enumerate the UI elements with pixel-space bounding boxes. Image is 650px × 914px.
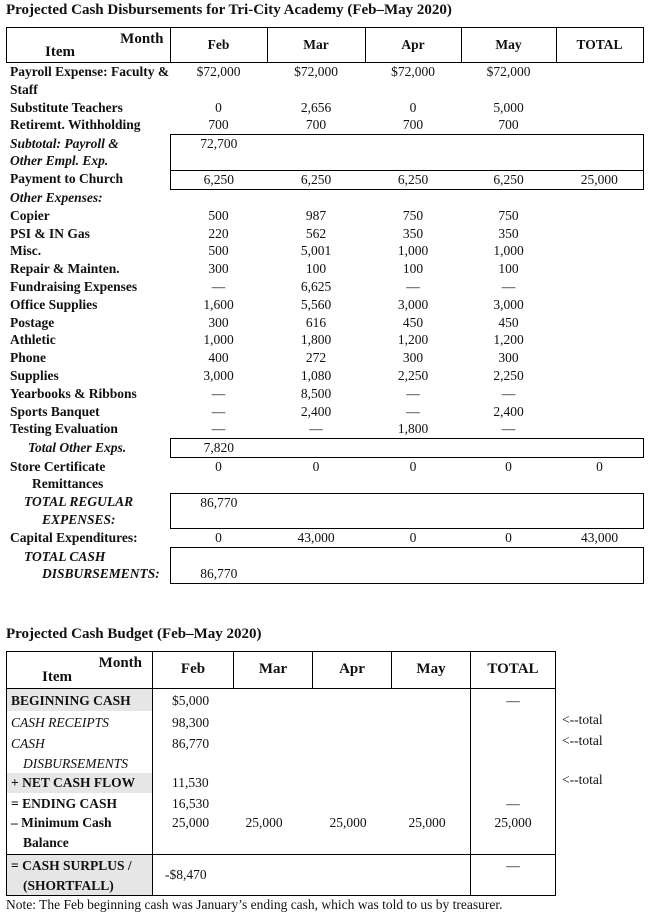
cell: 350 (498, 225, 519, 241)
payroll-label: Payroll Expense: Faculty & Staff (10, 64, 170, 97)
cell: 1,800 (300, 332, 332, 348)
cell: 5,000 (493, 99, 524, 115)
row-supplies (6, 367, 643, 385)
cell: — (211, 403, 226, 419)
cell: -$8,470 (153, 855, 234, 896)
disbursements-header-row (6, 28, 643, 63)
cell: 0 (409, 530, 417, 546)
cell (365, 439, 461, 458)
cell: 100 (402, 261, 424, 277)
cell: 7,820 (170, 439, 267, 458)
cell: 1,000 (397, 243, 429, 259)
disb-total-note: <--total (562, 733, 603, 748)
row-label: BEGINNING CASH (7, 689, 153, 711)
cell: 2,250 (493, 368, 524, 384)
cell: — (211, 385, 226, 401)
store-cert-label: Store Certificate (10, 458, 106, 474)
receipts-total-note: <--total (562, 712, 603, 727)
cell (461, 548, 556, 584)
cell: 300 (208, 314, 229, 330)
corner-month: Month (120, 31, 164, 47)
row-total-cash (6, 548, 643, 584)
row-label: Athletic (10, 332, 56, 348)
corner-cell (6, 28, 170, 62)
cell (556, 439, 643, 458)
row-psi (6, 225, 643, 243)
row-copier (6, 207, 643, 225)
cell: 25,000 (392, 813, 471, 855)
budget-corner-cell (7, 652, 153, 689)
cell: 0 (215, 99, 222, 115)
cell: 700 (208, 117, 229, 133)
cell: 450 (498, 314, 519, 330)
cell: 450 (402, 314, 424, 330)
cell (461, 439, 556, 458)
cell: 272 (305, 350, 327, 366)
cell (267, 439, 365, 458)
cell: — (309, 421, 323, 437)
budget-col-total: TOTAL (471, 652, 556, 689)
row-capital (6, 529, 643, 548)
row-label: Yearbooks & Ribbons (10, 385, 137, 401)
col-mar: Mar (267, 28, 365, 63)
budget-row-disb (7, 732, 556, 773)
cell: 1,000 (203, 332, 234, 348)
cell: 25,000 (153, 813, 234, 855)
col-apr: Apr (365, 28, 461, 63)
budget-row-surplus (7, 855, 556, 896)
row-label (6, 493, 170, 529)
row-label: = ENDING CASH (7, 793, 153, 814)
cell: 0 (409, 459, 417, 475)
cell: 2,656 (300, 99, 332, 115)
cell: $72,000 (486, 64, 531, 79)
row-retirement (6, 116, 643, 134)
row-label: Misc. (10, 243, 42, 259)
cell (471, 711, 556, 733)
budget-col-mar: Mar (234, 652, 313, 689)
cell: — (211, 421, 226, 437)
cell: 98,300 (153, 711, 234, 733)
cell: 1,600 (203, 296, 234, 312)
cell: 1,200 (397, 332, 429, 348)
cell: 25,000 (234, 813, 313, 855)
row-label: Copier (10, 207, 50, 223)
row-store-cert (6, 458, 643, 494)
cell (471, 773, 556, 793)
budget-corner-month: Month (98, 655, 142, 671)
cell (471, 732, 556, 773)
minimum-label: – Minimum Cash (11, 815, 112, 830)
cell: 987 (305, 207, 327, 223)
cell: — (471, 855, 556, 896)
cell: — (471, 793, 556, 814)
cell: 616 (305, 314, 327, 330)
budget-row-net (7, 773, 556, 793)
cell: 100 (498, 261, 519, 277)
row-substitute (6, 99, 643, 117)
cell: 1,800 (397, 421, 429, 437)
cell: 750 (498, 207, 519, 223)
row-label: CASH RECEIPTS (7, 711, 153, 733)
cell (365, 493, 461, 529)
cell: 86,770 (170, 548, 267, 584)
cell: 3,000 (493, 296, 524, 312)
cell: 0 (409, 99, 417, 115)
row-label: Testing Evaluation (10, 421, 118, 437)
cell: 6,250 (365, 170, 461, 189)
cell: 3,000 (397, 296, 429, 312)
disb-label: CASH (11, 736, 45, 751)
row-testing (6, 420, 643, 438)
cell: 43,000 (580, 530, 619, 546)
cell: 500 (208, 207, 229, 223)
row-label (7, 732, 153, 773)
total-regular-label: TOTAL REGULAR (24, 494, 134, 510)
budget-col-may: May (392, 652, 471, 689)
cell: 300 (402, 350, 424, 366)
cell: 6,625 (300, 279, 332, 295)
row-repair (6, 260, 643, 278)
cell: 86,770 (153, 732, 234, 773)
row-postage (6, 314, 643, 332)
row-total-regular (6, 493, 643, 529)
cell: 25,000 (313, 813, 392, 855)
cell: 6,250 (170, 170, 267, 189)
row-label: Fundraising Expenses (10, 279, 138, 295)
budget-row-beginning (7, 689, 556, 711)
cell: $72,000 (294, 64, 338, 79)
row-label: Retiremt. Withholding (10, 117, 141, 133)
cell (556, 116, 643, 134)
row-label: Other Expenses: (10, 190, 103, 206)
budget-col-feb: Feb (153, 652, 234, 689)
cell (267, 548, 365, 584)
cell: 1,200 (493, 332, 524, 348)
cell: 1,080 (300, 368, 332, 384)
col-total: TOTAL (556, 28, 643, 63)
row-label (6, 458, 170, 494)
total-cash-label: TOTAL CASH (24, 548, 106, 564)
cell: 500 (208, 243, 229, 259)
cell: 220 (208, 225, 229, 241)
col-feb: Feb (170, 28, 267, 63)
surplus-label-2: (SHORTFALL) (23, 877, 114, 893)
cell: 0 (215, 530, 222, 546)
cell: 6,250 (267, 170, 365, 189)
cell: — (471, 689, 556, 711)
cell (461, 135, 556, 171)
cell: 8,500 (300, 385, 332, 401)
footnote: Note: The Feb beginning cash was January’s ending cash, which was told to us by treasurer. (6, 897, 503, 912)
cell: 72,700 (170, 135, 267, 171)
budget-row-minimum (7, 813, 556, 855)
budget-table (6, 651, 556, 896)
cell (267, 135, 365, 171)
cell: 700 (498, 117, 519, 133)
disbursements-title: Projected Cash Disbursements for Tri-City Academy (Feb–May 2020) (6, 2, 452, 18)
row-label: PSI & IN Gas (10, 225, 90, 241)
budget-col-apr: Apr (313, 652, 392, 689)
cell: — (406, 403, 420, 419)
surplus-label: = CASH SURPLUS / (11, 858, 132, 873)
cell (556, 99, 643, 117)
disb-label-2: DISBURSEMENTS (23, 755, 128, 771)
row-label (6, 135, 170, 171)
budget-title: Projected Cash Budget (Feb–May 2020) (6, 626, 262, 642)
cell (556, 493, 643, 529)
cell: 3,000 (203, 368, 234, 384)
cell: 300 (208, 261, 229, 277)
cell: 0 (312, 459, 320, 475)
cell (461, 493, 556, 529)
cell: — (211, 279, 226, 295)
cell: $72,000 (196, 64, 241, 79)
row-banquet (6, 403, 643, 421)
net-total-note: <--total (562, 772, 603, 787)
subtotal-label: Subtotal: Payroll & Other Empl. Exp. (10, 135, 119, 169)
cell (556, 63, 643, 99)
row-label: + NET CASH FLOW (7, 773, 153, 793)
corner-item: Item (45, 44, 75, 60)
row-office (6, 296, 643, 314)
cell (556, 548, 643, 584)
row-misc (6, 242, 643, 260)
cell: 0 (505, 530, 512, 546)
cell: 750 (402, 207, 424, 223)
row-label: Repair & Mainten. (10, 261, 120, 277)
budget-header-row (7, 652, 556, 689)
cell: 700 (305, 117, 327, 133)
cell: 11,530 (153, 773, 234, 793)
row-label: Total Other Exps. (28, 439, 127, 455)
budget-corner-item: Item (42, 669, 72, 685)
budget-row-receipts (7, 711, 556, 733)
cell: 2,400 (300, 403, 332, 419)
cell: — (501, 279, 516, 295)
cell: 86,770 (170, 493, 267, 529)
row-label: Payment to Church (10, 171, 123, 187)
cell: 0 (596, 459, 603, 475)
row-label: Supplies (10, 368, 59, 384)
cell: 0 (505, 459, 512, 475)
cell: $5,000 (153, 689, 234, 711)
row-label (7, 813, 153, 855)
row-label: Substitute Teachers (10, 99, 123, 115)
cell: 2,250 (397, 368, 429, 384)
row-church (6, 170, 643, 189)
row-label: Sports Banquet (10, 403, 100, 419)
cell (365, 548, 461, 584)
store-cert-label-2: Remittances (32, 476, 104, 492)
cell: 562 (305, 225, 327, 241)
cell (556, 135, 643, 171)
row-phone (6, 349, 643, 367)
cell: — (501, 385, 516, 401)
cell: 25,000 (471, 813, 556, 855)
row-label: Postage (10, 314, 55, 330)
row-label: Phone (10, 350, 47, 366)
total-regular-label-2: EXPENSES: (42, 511, 116, 527)
row-label (6, 548, 170, 584)
row-label (6, 63, 170, 99)
cell: 25,000 (556, 170, 643, 189)
cell: 16,530 (153, 793, 234, 814)
cell: 300 (498, 350, 519, 366)
cell: $72,000 (391, 64, 435, 79)
row-payroll (6, 63, 643, 99)
cell (365, 135, 461, 171)
row-other-expenses (6, 189, 643, 207)
row-label: Office Supplies (10, 296, 98, 312)
total-cash-label-2: DISBURSEMENTS: (42, 566, 160, 582)
row-yearbooks (6, 385, 643, 403)
budget-row-ending (7, 793, 556, 814)
cell: 6,250 (461, 170, 556, 189)
cell: 100 (305, 261, 327, 277)
cell (267, 493, 365, 529)
disbursements-table (6, 27, 644, 584)
cell: 1,000 (493, 243, 524, 259)
cell: 700 (402, 117, 424, 133)
cell: 2,400 (493, 403, 524, 419)
cell: — (501, 421, 516, 437)
row-label: Capital Expenditures: (10, 529, 138, 545)
col-may: May (461, 28, 556, 63)
row-label (7, 855, 153, 896)
cell: 350 (402, 225, 424, 241)
cell: 0 (215, 459, 222, 475)
cell: — (406, 279, 420, 295)
cell: — (406, 385, 420, 401)
row-subtotal-payroll (6, 135, 643, 171)
cell: 43,000 (297, 530, 335, 546)
cell: 400 (208, 350, 229, 366)
minimum-label-2: Balance (23, 834, 69, 850)
row-athletic (6, 331, 643, 349)
row-fundraising (6, 278, 643, 296)
row-total-other (6, 439, 643, 458)
cell: 5,560 (300, 296, 332, 312)
cell: 5,001 (300, 243, 332, 259)
